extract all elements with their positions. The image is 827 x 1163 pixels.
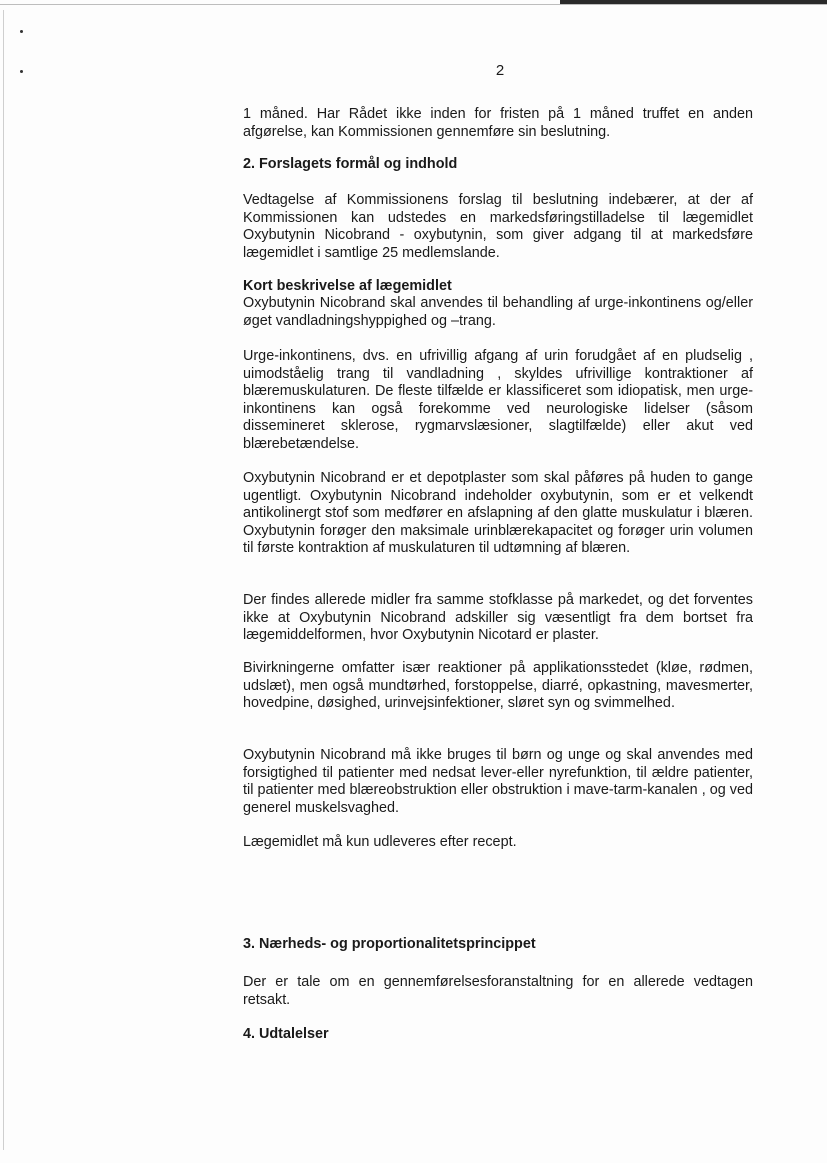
scan-edge-left <box>3 10 4 1150</box>
product-description-heading: Kort beskrivelse af lægemidlet <box>243 278 452 294</box>
intro-paragraph: 1 måned. Har Rådet ikke inden for fristen på 1 måned truffet en anden afgørelse, kan Kommissionen gennemføre sin beslutning. <box>243 106 753 140</box>
scan-edge-line <box>0 4 827 5</box>
section-2-paragraph-7: Oxybutynin Nicobrand må ikke bruges til børn og unge og skal anvendes med forsigtighed til patienter med nedsat lever-eller nyrefunktion, til ældre patienter, til patienter med blæreobstruktion eller obstruktion i mave-tarm-kanalen , og ved generel muskelsvaghed. <box>243 747 753 816</box>
section-2-paragraph-5: Der findes allerede midler fra samme stofklasse på markedet, og det forventes ikke at Oxybutynin Nicobrand adskiller sig væsentligt fra dem bortset fra lægemiddelformen, hvor Oxybutynin Nicotard er plaster. <box>243 592 753 644</box>
section-2-paragraph-1: Vedtagelse af Kommissionens forslag til beslutning indebærer, at der af Kommissionen kan udstedes en markedsføringstilladelse til lægemidlet Oxybutynin Nicobrand - oxybutynin, som giver adgang til at markedsføre lægemidlet i samtlige 25 medlemslande. <box>243 192 753 261</box>
section-2-paragraph-2: Oxybutynin Nicobrand skal anvendes til behandling af urge-inkontinens og/eller øget vandladningshyppighed og –trang. <box>243 295 753 329</box>
section-2-paragraph-3: Urge-inkontinens, dvs. en ufrivillig afgang af urin forudgået af en pludselig , uimodståelig trang til vandladning , skyldes ufrivillige kontraktioner af blæremuskulaturen. De fleste tilfælde er klassificeret som idiopatisk, men urge-inkontinens kan også forekomme ved neurologiske lidelser (såsom dissemineret sklerose, rygmarvslæsioner, slagtilfælde) eller akut ved blærebetændelse. <box>243 348 753 452</box>
page-number: 2 <box>495 62 505 79</box>
section-2-paragraph-8: Lægemidlet må kun udleveres efter recept. <box>243 834 517 850</box>
scan-speck <box>20 30 23 33</box>
section-2-paragraph-4: Oxybutynin Nicobrand er et depotplaster som skal påføres på huden to gange ugentligt. Oxybutynin Nicobrand indeholder oxybutynin, som er et velkendt antikolinergt stof som medfører en afslapning af den glatte muskulatur i blæren. Oxybutynin forøger den maksimale urinblærekapacitet og forøger urin volumen til første kontraktion af muskulaturen til udtømning af blæren. <box>243 470 753 557</box>
section-3-paragraph-1: Der er tale om en gennemførelsesforanstaltning for en allerede vedtagen retsakt. <box>243 974 753 1008</box>
section-2-paragraph-6: Bivirkningerne omfatter især reaktioner på applikationsstedet (kløe, rødmen, udslæt), men også mundtørhed, forstoppelse, diarré, opkastning, mavesmerter, hovedpine, døsighed, urinvejsinfektioner, sløret syn og svimmelhed. <box>243 660 753 712</box>
scan-speck <box>20 70 23 73</box>
section-3-heading: 3. Nærheds- og proportionalitetsprincippet <box>243 936 536 952</box>
section-2-heading: 2. Forslagets formål og indhold <box>243 156 458 172</box>
section-4-heading: 4. Udtalelser <box>243 1026 329 1042</box>
